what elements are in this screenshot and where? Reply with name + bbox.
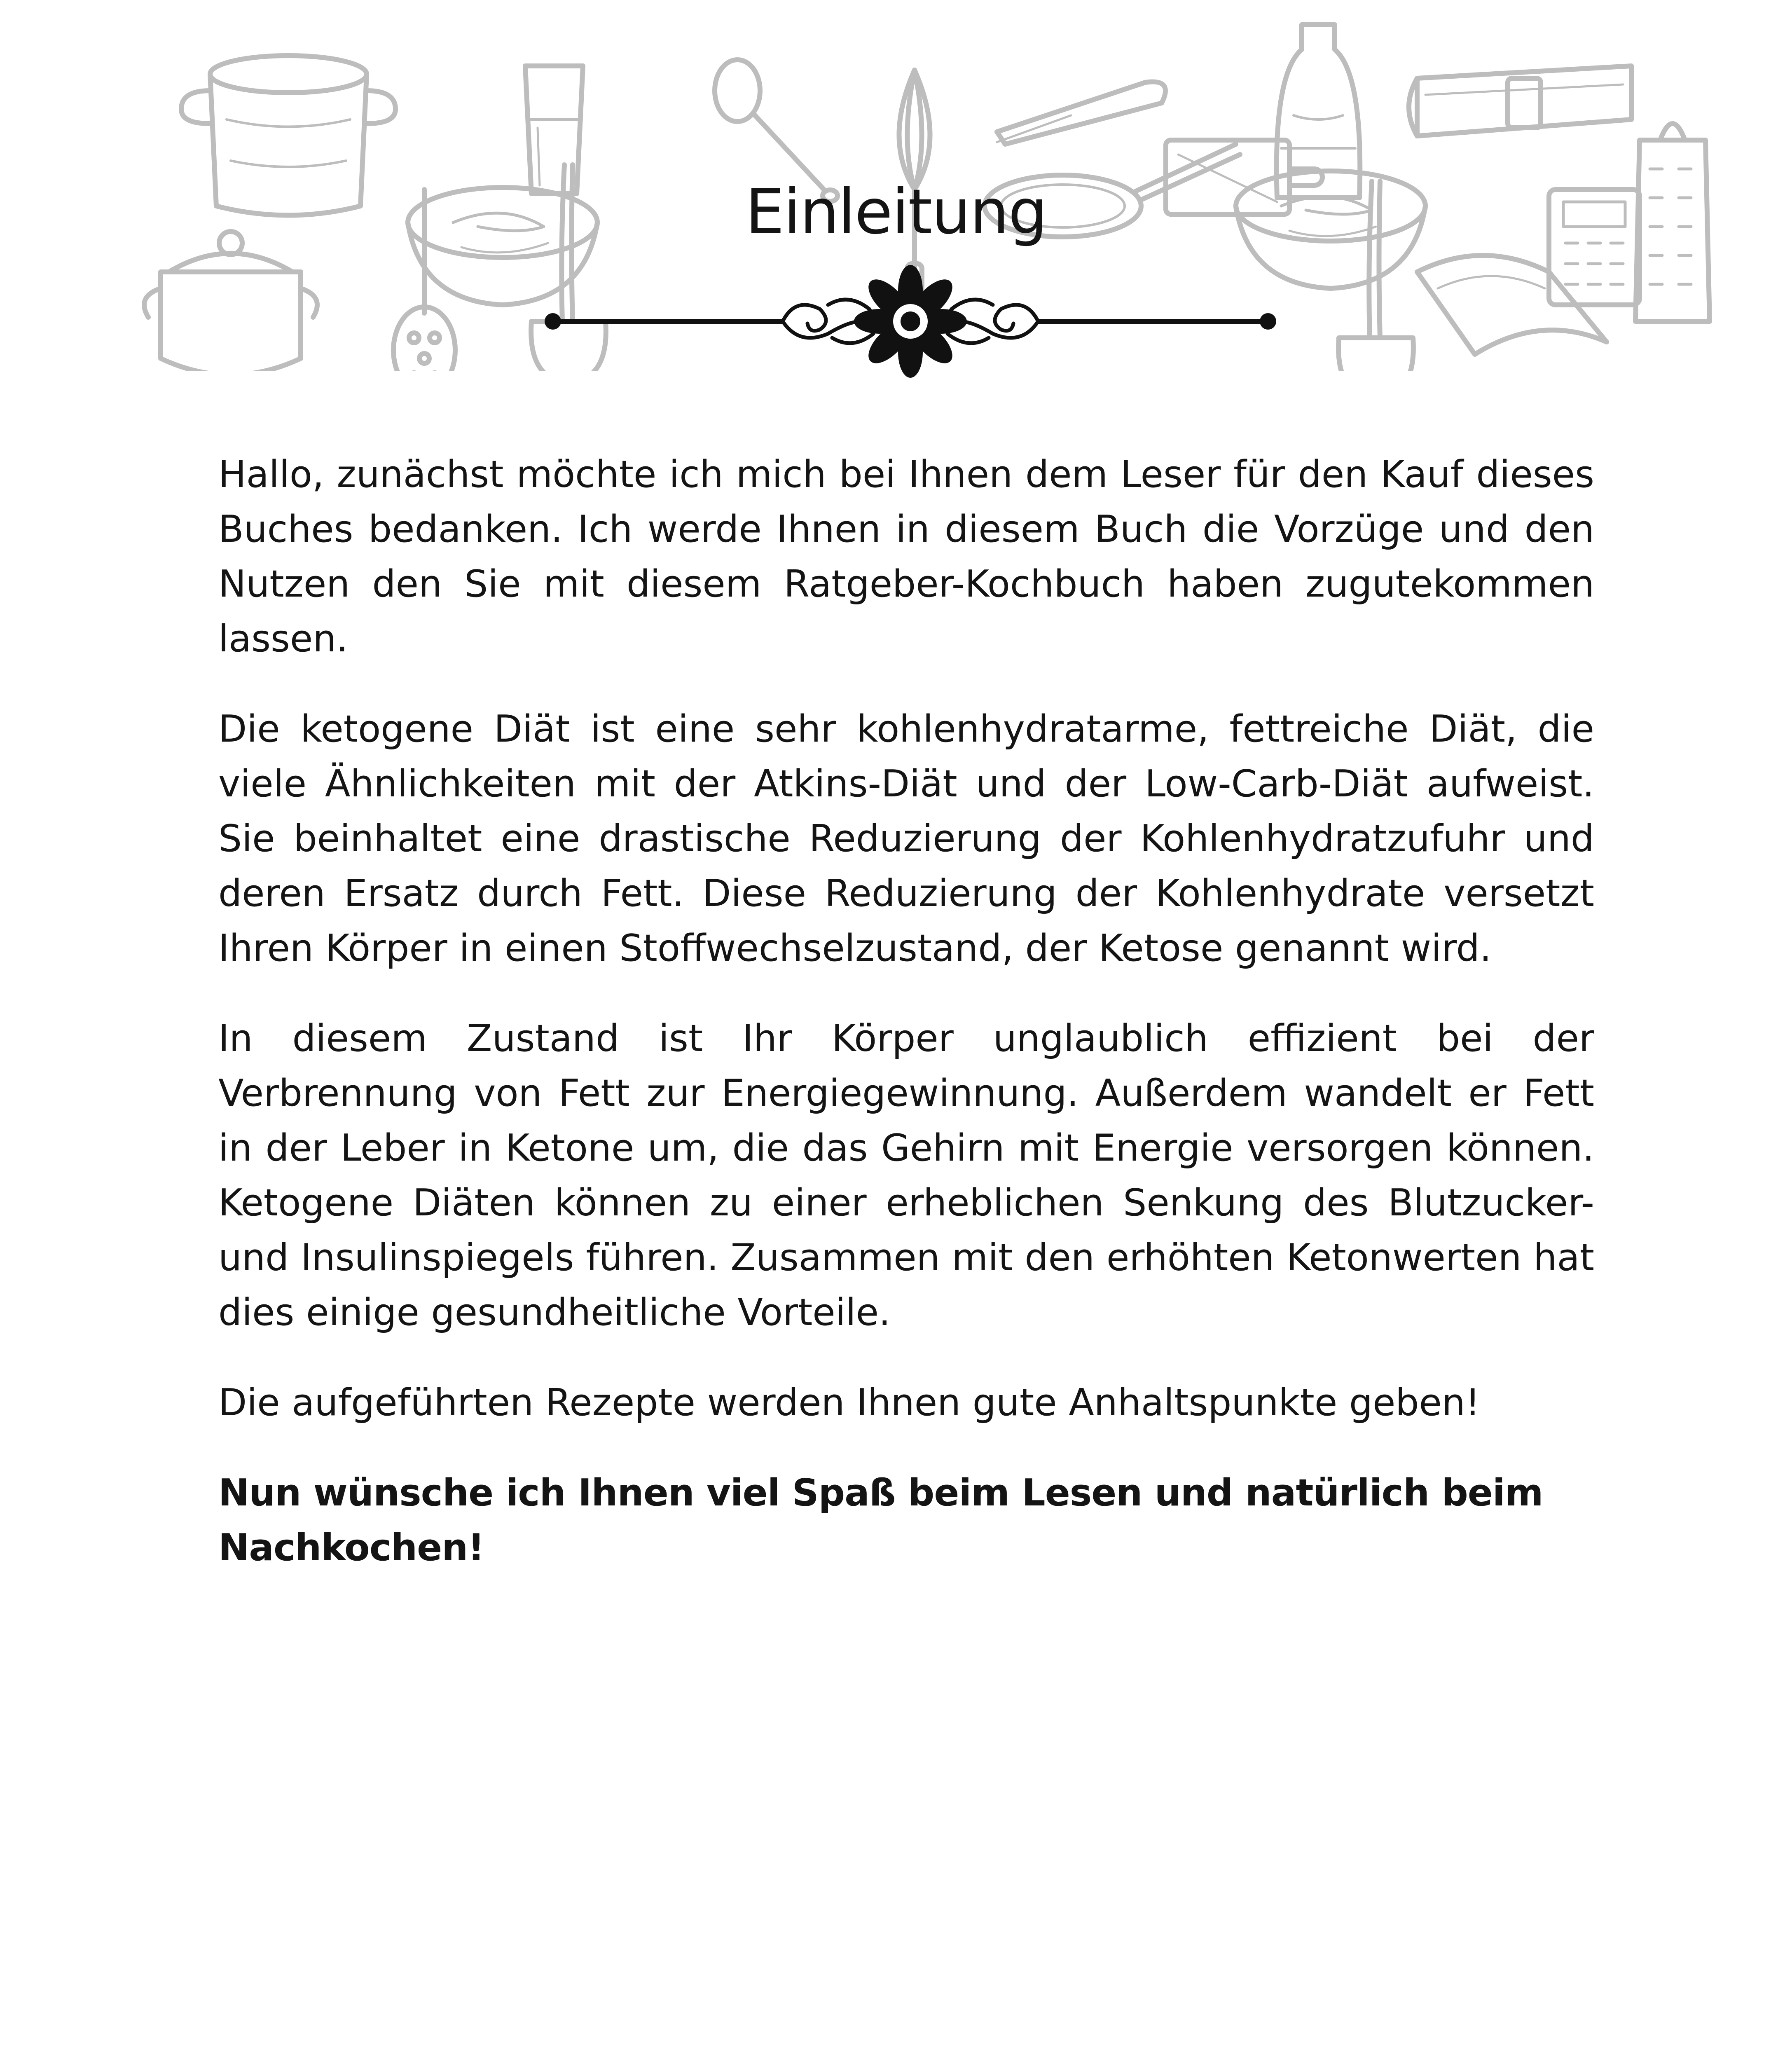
baking-ring-icon [1409,66,1631,136]
ornament-dot-left [545,313,561,330]
paragraph-keto-diet: Die ketogene Diät ist eine sehr kohlenhydratarme, fettreiche Diät, die viele Ähnlichkeiten mit der Atkins-Diät und der Low-Carb-Diät aufweist. Sie beinhaltet eine drastische Reduzierung der Kohlenhydratzufuhr und deren Ersatz durch Fett. Diese Reduzierung der Kohlenhydrate versetzt Ihren Körper in einen Stoffwechselzustand, der Ketose genannt wird. [218,707,1594,970]
paragraph-ketosis: In diesem Zustand ist Ihr Körper unglaublich effizient bei der Verbrennung von Fett zur Energiegewinnung. Außerdem wandelt er Fett in der Leber in Ketone um, die das Gehirn mit Energie versorgen können. Ketogene Diäten können zu einer erheblichen Senkung des Blutzucker- und Insulinspiegels führen. Zusammen mit den erhöhten Ketonwerten hat dies einige gesundheitliche Vorteile. [218,1017,1594,1334]
paragraph-recipes: Die aufgeführten Rezepte werden Ihnen gute Anhaltspunkte geben! [218,1381,1480,1424]
page-content [218,447,1594,1611]
page-title: Einleitung [745,176,1047,248]
lidded-pot-icon [144,232,317,371]
title-ornament [544,264,1277,379]
flower-icon [854,265,967,378]
knife-icon [997,82,1165,144]
paragraph-intro: Hallo, zunächst möchte ich mich bei Ihnen dem Leser für den Kauf dieses Buches bedanken. Ich werde Ihnen in diesem Buch die Vorzüge und den Nutzen den Sie mit diesem Ratgeber-Kochbuch haben zugutekommen lassen. [218,453,1594,660]
ornament-dot-right [1260,313,1276,330]
closing-remark: Nun wünsche ich Ihnen viel Spaß beim Lesen und natürlich beim Nachkochen! [218,1471,1543,1569]
